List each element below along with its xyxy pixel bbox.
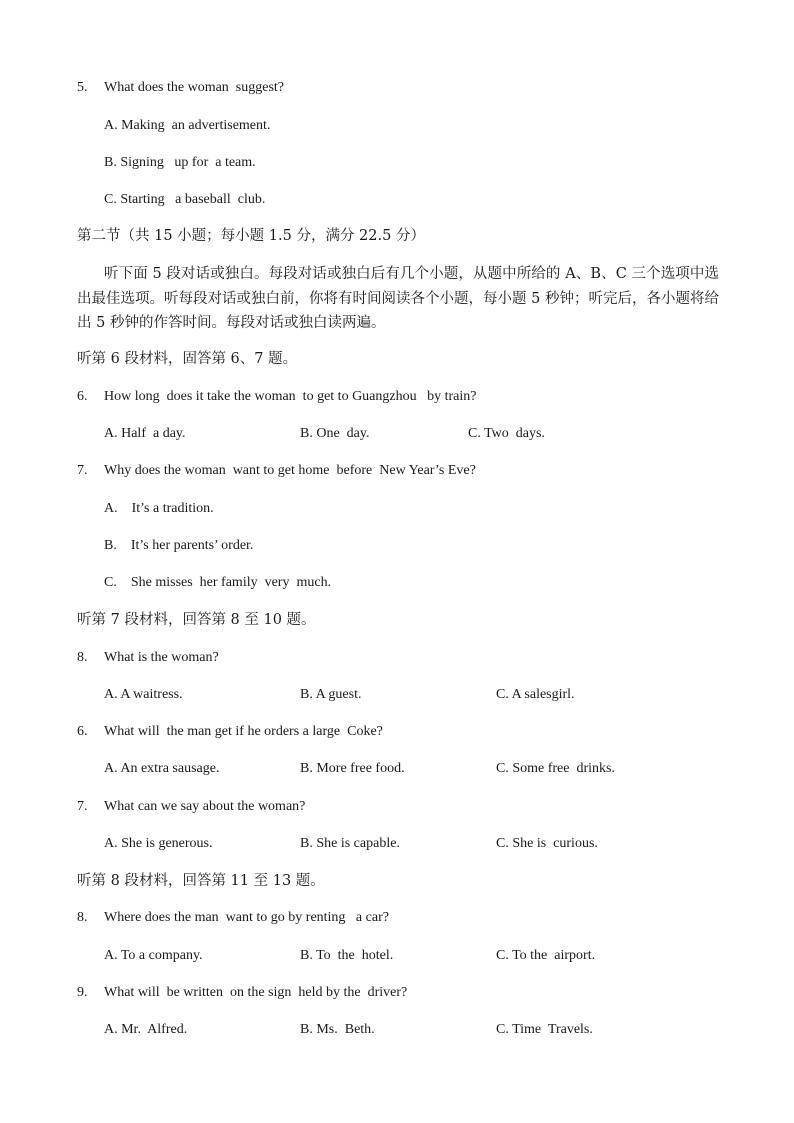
option-a: A. It’s a tradition.	[104, 501, 214, 516]
option-c: C. To the airport.	[496, 948, 596, 963]
question-number: 8.	[77, 650, 88, 665]
option-b: B. She is capable.	[300, 836, 400, 851]
question-number: 6.	[77, 724, 88, 739]
question-number: 7.	[77, 799, 88, 814]
question-text: What will the man get if he orders a large Coke?	[104, 724, 383, 739]
question-text: How long does it take the woman to get to Guangzhou by train?	[104, 389, 477, 404]
option-b: B. It’s her parents’ order.	[104, 538, 254, 553]
option-b: B. More free food.	[300, 761, 405, 776]
option-a: A. To a company.	[104, 948, 203, 963]
option-a: A. Mr. Alfred.	[104, 1022, 188, 1037]
option-c: C. Starting a baseball club.	[104, 192, 266, 207]
option-c: C. Some free drinks.	[496, 761, 615, 776]
section-instructions: 听下面 5 段对话或独白。每段对话或独白后有几个小题，从题中所给的 A、B、C 三个选项中选出最佳选项。听每段对话或独白前，你将有时间阅读各个小题，每小题 5 秒钟；听完后，各小题将给出 5 秒钟的作答时间。每段对话或独白读两遍。	[77, 266, 719, 331]
option-b: B. A guest.	[300, 687, 362, 702]
option-a: A. Making an advertisement.	[104, 118, 271, 133]
passage-heading: 听第 7 段材料，回答第 8 至 10 题。	[77, 612, 316, 628]
option-b: B. One day.	[300, 426, 370, 441]
question-number: 6.	[77, 389, 88, 404]
question-number: 9.	[77, 985, 88, 1000]
option-b: B. Signing up for a team.	[104, 155, 256, 170]
option-a: A. Half a day.	[104, 426, 186, 441]
option-b: B. Ms. Beth.	[300, 1022, 375, 1037]
question-text: What will be written on the sign held by the driver?	[104, 985, 408, 1000]
question-text: Why does the woman want to get home before New Year’s Eve?	[104, 463, 476, 478]
option-c: C. Two days.	[468, 426, 545, 441]
question-number: 8.	[77, 910, 88, 925]
question-number: 5.	[77, 80, 88, 95]
option-a: A. A waitress.	[104, 687, 183, 702]
question-text: Where does the man want to go by renting a car?	[104, 910, 389, 925]
passage-heading: 听第 8 段材料，回答第 11 至 13 题。	[77, 873, 325, 889]
option-c: C. She is curious.	[496, 836, 598, 851]
option-a: A. An extra sausage.	[104, 761, 220, 776]
section-title: 第二节（共 15 小题；每小题 1.5 分，满分 22.5 分）	[77, 228, 425, 244]
passage-heading: 听第 6 段材料，固答第 6、7 题。	[77, 351, 298, 367]
question-text: What is the woman?	[104, 650, 219, 665]
option-b: B. To the hotel.	[300, 948, 394, 963]
option-c: C. A salesgirl.	[496, 687, 575, 702]
question-text: What can we say about the woman?	[104, 799, 306, 814]
option-c: C. She misses her family very much.	[104, 575, 332, 590]
question-number: 7.	[77, 463, 88, 478]
option-a: A. She is generous.	[104, 836, 213, 851]
option-c: C. Time Travels.	[496, 1022, 593, 1037]
question-text: What does the woman suggest?	[104, 80, 285, 95]
